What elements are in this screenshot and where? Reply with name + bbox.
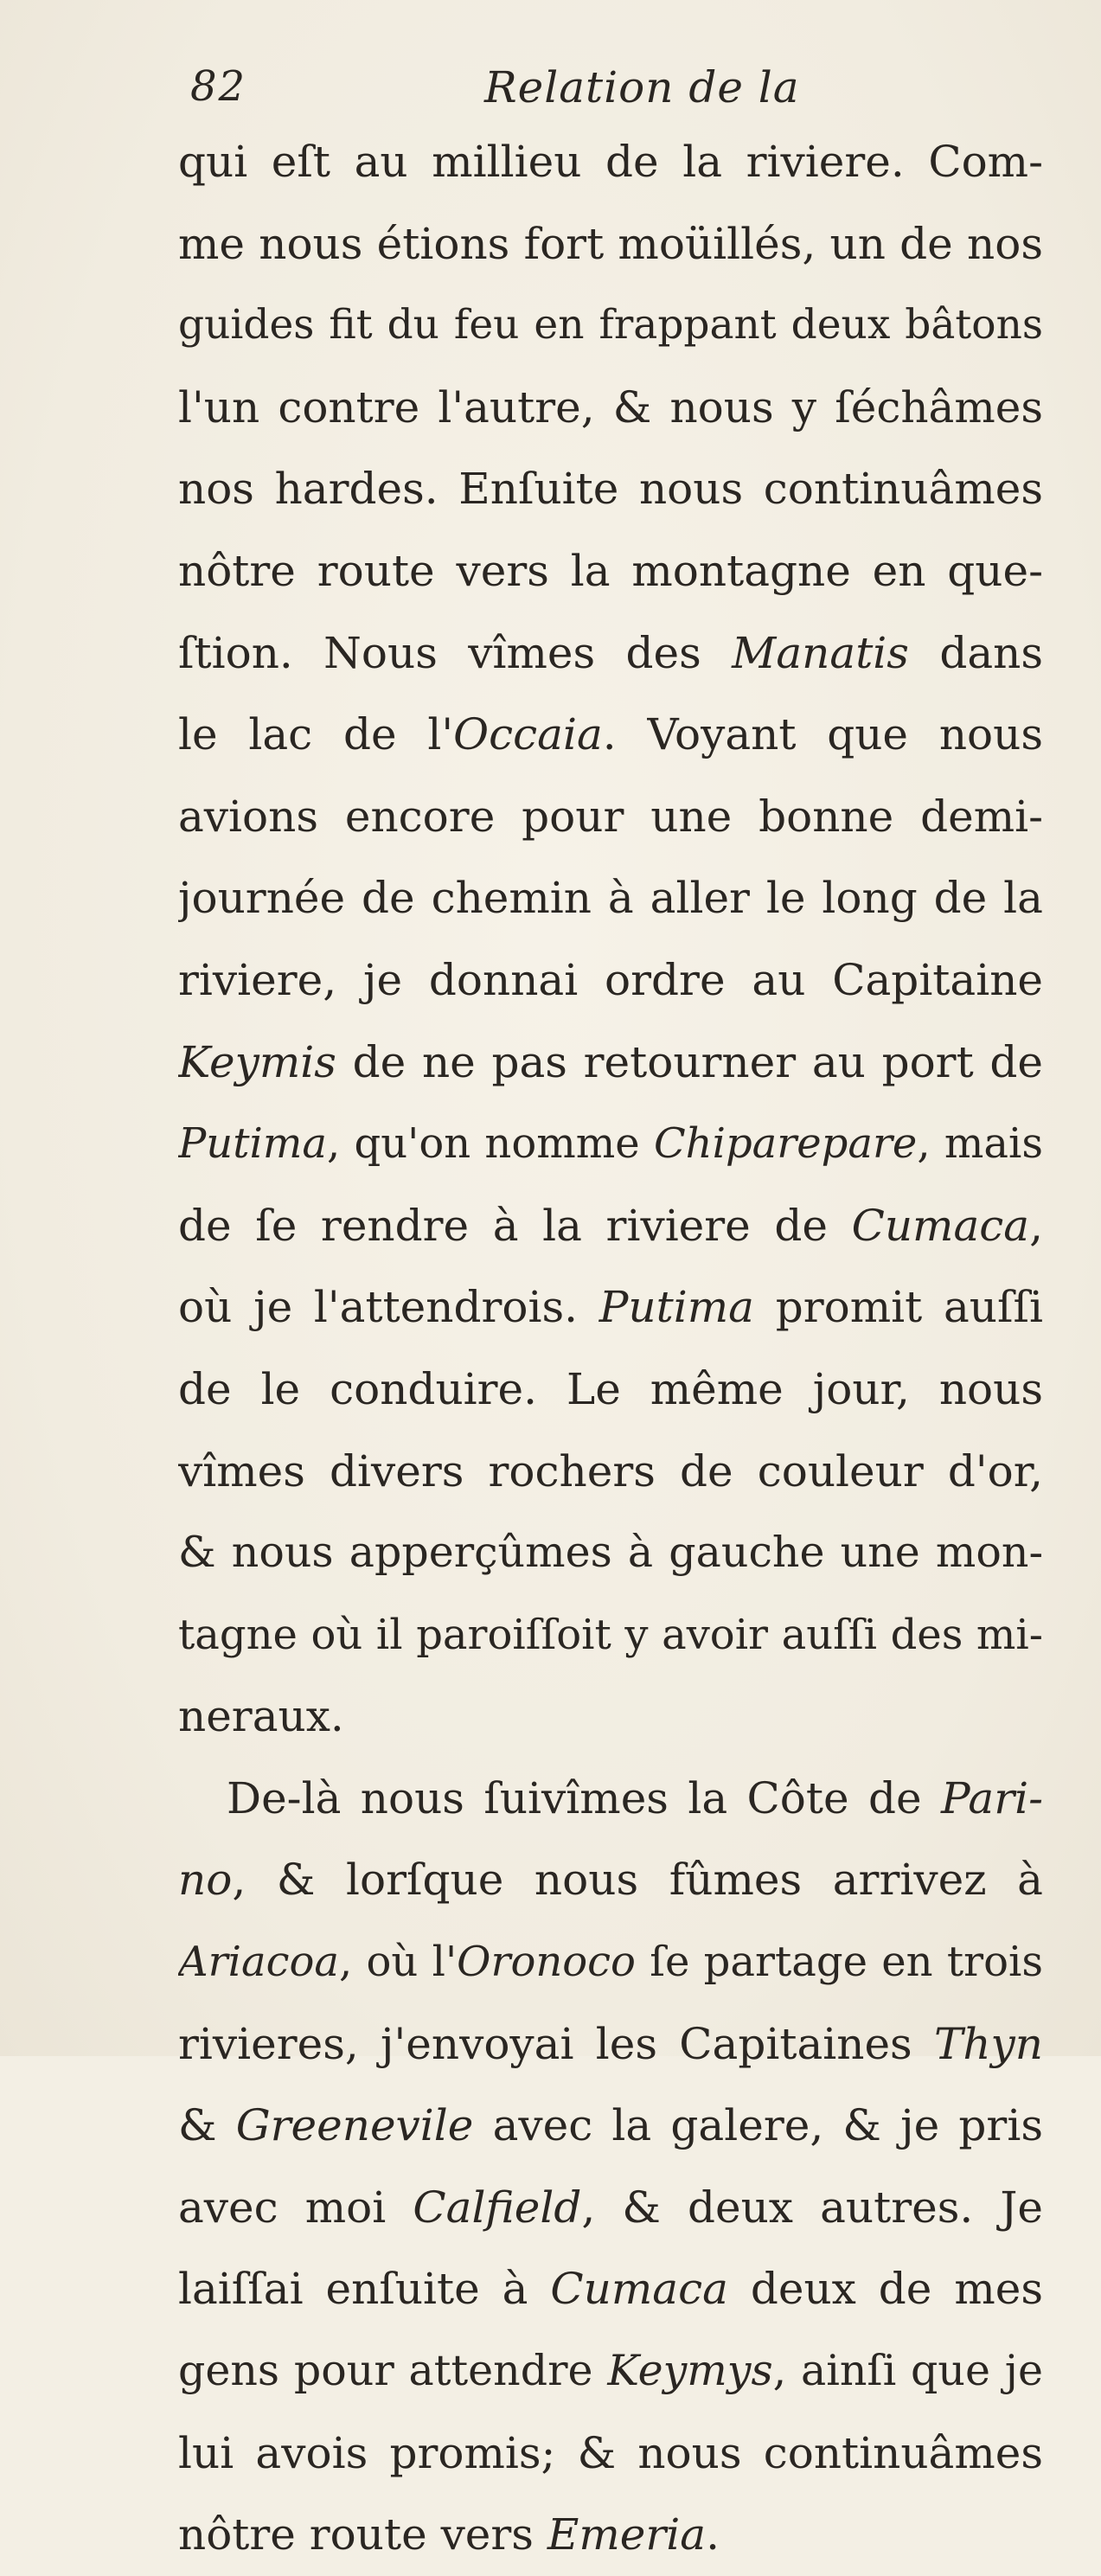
text-segment: gens pour attendre [178,2346,608,2396]
text-segment: tagne où il paroiſſoit y avoir auſſi des mi- [178,1610,1043,1659]
italic-name: Pari- [941,1772,1043,1823]
text-segment: qui eſt au millieu de la riviere. Com- [178,137,1043,187]
text-segment: vîmes divers rochers de couleur d'or, [178,1445,1043,1496]
text-segment: rivieres, j'envoyai les Capitaines [178,2018,934,2069]
running-head [190,62,951,123]
text-line [178,448,1043,530]
italic-name: Chiparepare [653,1119,918,1169]
text-line [178,285,1043,367]
text-line [178,1758,1043,1840]
text-segment: , & deux autres. Je [581,2182,1043,2233]
text-line [178,1921,1043,2003]
text-line [178,2413,1043,2495]
text-segment: , & lorſque nous fûmes arrivez à [232,1855,1043,1906]
text-line [178,1839,1043,1921]
text-line [178,2085,1043,2167]
text-segment: ſe partage en trois [635,1938,1043,1987]
italic-name: Cumaca [550,2264,728,2315]
italic-name: Cumaca [851,1200,1030,1251]
text-line [178,1594,1043,1676]
text-segment: dans [908,627,1043,678]
italic-name: Putima [178,1119,327,1169]
text-line [178,1266,1043,1349]
text-segment: nôtre route vers la montagne en que- [178,545,1043,596]
text-segment: de ſe rendre à la riviere de [178,1200,852,1251]
text-line [178,612,1043,695]
text-line [178,367,1043,449]
italic-name: no [178,1855,233,1906]
text-segment: nôtre route vers [178,2509,547,2560]
text-segment: promit auſſi [753,1282,1043,1333]
text-segment: avec moi [178,2182,413,2233]
text-segment: laiſſai enſuite à [178,2264,551,2315]
text-segment: . Voyant que nous [602,709,1043,760]
text-segment: riviere, je donnai ordre au Capitaine [178,954,1043,1005]
italic-name: Calfield [413,2182,582,2233]
text-segment: ſtion. Nous vîmes des [178,627,733,678]
text-segment: neraux. [178,1691,344,1742]
text-line [178,2167,1043,2249]
text-segment: , où l' [338,1938,458,1987]
text-segment: de le conduire. Le même jour, nous [178,1363,1043,1414]
italic-name: Ariacoa [178,1938,339,1987]
text-segment: De-là nous ſuivîmes la Côte de [227,1772,941,1823]
text-segment: , [1029,1200,1043,1251]
text-line [178,1103,1043,1185]
text-line [178,2003,1043,2086]
text-segment: l'un contre l'autre, & nous y ſéchâmes [178,381,1043,433]
italic-name: Keymys [607,2346,773,2396]
text-line [178,121,1043,203]
italic-name: Occaia [453,709,603,760]
text-segment: , mais [917,1119,1043,1169]
text-segment: le lac de l' [178,709,454,760]
italic-name: Greenevile [235,2100,474,2151]
italic-name: Oronoco [457,1938,636,1987]
text-line [178,1676,1043,1758]
text-line [178,776,1043,858]
text-line [178,203,1043,285]
body-text [178,121,1043,2576]
text-segment: lui avois promis; & nous continuâmes [178,2427,1043,2478]
text-segment: avions encore pour une bonne demi- [178,791,1043,842]
text-segment: nos hardes. Enſuite nous continuâmes [178,464,1043,515]
italic-name: Emeria [547,2509,707,2560]
text-segment: , qu'on nomme [326,1119,654,1169]
text-segment: & nous apperçûmes à gauche une mon- [178,1528,1043,1578]
text-segment: me nous étions fort moüillés, un de nos [178,218,1043,269]
text-segment: deux de mes [727,2264,1043,2315]
text-line [178,1022,1043,1104]
text-segment: guides fit du feu en frappant deux bâtons [178,301,1043,349]
italic-name: Manatis [732,627,909,678]
text-line [178,694,1043,776]
text-line [178,1185,1043,1267]
text-line [178,2330,1043,2413]
text-segment: où je l'attendrois. [178,1282,599,1333]
running-title: Relation de la [484,62,800,112]
italic-name: Thyn [933,2018,1043,2069]
text-segment: journée de chemin à aller le long de la [178,873,1043,924]
text-line [178,2248,1043,2330]
text-line [178,857,1043,939]
text-line [178,1349,1043,1431]
italic-name: Putima [599,1282,754,1333]
italic-name: Keymis [178,1036,336,1087]
page-number: 82 [190,62,247,111]
text-line [178,530,1043,612]
text-line [178,1512,1043,1594]
text-line [178,1431,1043,1513]
text-segment: . [706,2509,720,2560]
text-line [178,2494,1043,2576]
text-segment: & [178,2100,236,2151]
text-segment: , ainſi que je [772,2346,1043,2396]
text-segment: de ne pas retourner au port de [336,1036,1043,1087]
text-segment: avec la galere, & je pris [473,2100,1043,2151]
text-line [178,939,1043,1022]
